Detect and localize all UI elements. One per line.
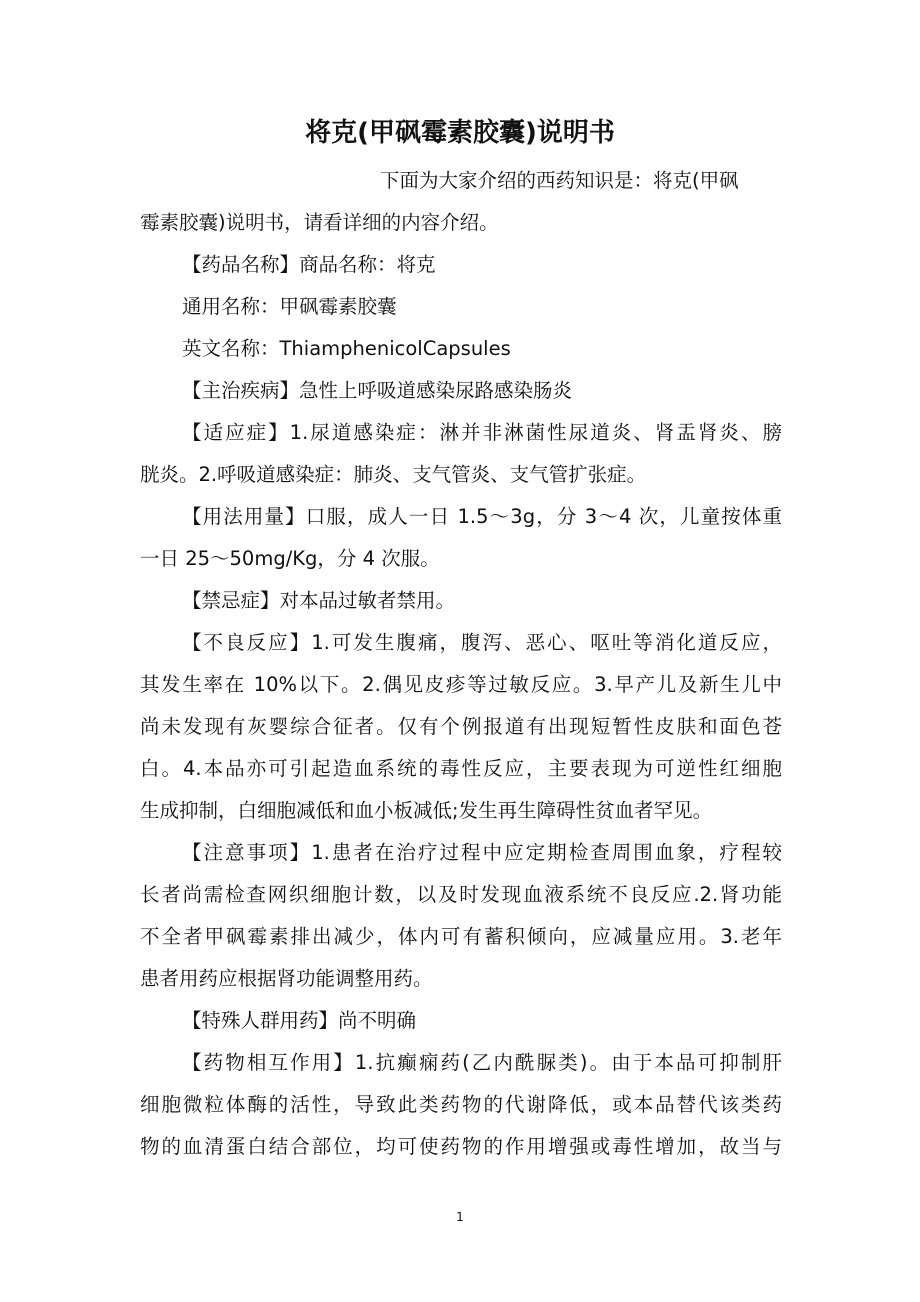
document-body — [140, 165, 782, 1173]
precautions-line: 【注意事项】1.患者在治疗过程中应定期检查周围血象，疗程较 — [182, 841, 782, 864]
document-title: 将克(甲砜霉素胶囊)说明书 — [305, 118, 615, 148]
adverse-reaction-line: 【不良反应】1.可发生腹痛，腹泻、恶心、呕吐等消化道反应， — [182, 631, 782, 654]
precautions-line: 不全者甲砜霉素排出减少，体内可有蓄积倾向，应减量应用。3.老年 — [140, 925, 782, 948]
adverse-reaction-line: 生成抑制，白细胞减低和血小板减低;发生再生障碍性贫血者罕见。 — [140, 799, 713, 822]
indications-line: 【适应症】1.尿道感染症：淋并非淋菌性尿道炎、肾盂肾炎、膀 — [182, 421, 782, 444]
page-number: 1 — [456, 1210, 464, 1224]
intro-line: 霉素胶囊)说明书，请看详细的内容介绍。 — [140, 211, 499, 234]
precautions-line: 长者尚需检查网织细胞计数，以及时发现血液系统不良反应.2.肾功能 — [140, 883, 782, 906]
drug-name-line: 【药品名称】商品名称：将克 — [182, 253, 436, 276]
interactions-line: 物的血清蛋白结合部位，均可使药物的作用增强或毒性增加，故当与 — [140, 1135, 782, 1158]
intro-line: 下面为大家介绍的西药知识是：将克(甲砜 — [380, 169, 739, 192]
indications-line: 胱炎。2.呼吸道感染症：肺炎、支气管炎、支气管扩张症。 — [140, 463, 647, 486]
interactions-line: 【药物相互作用】1.抗癫痫药(乙内酰脲类)。由于本品可抑制肝 — [182, 1051, 782, 1074]
generic-name-line: 通用名称：甲砜霉素胶囊 — [182, 295, 397, 318]
adverse-reaction-line: 白。4.本品亦可引起造血系统的毒性反应，主要表现为可逆性红细胞 — [140, 757, 782, 780]
dosage-line: 一日 25～50mg/Kg，分 4 次服。 — [140, 547, 440, 570]
contraindication-line: 【禁忌症】对本品过敏者禁用。 — [182, 589, 456, 612]
adverse-reaction-line: 其发生率在 10%以下。2.偶见皮疹等过敏反应。3.早产儿及新生儿中 — [140, 673, 782, 696]
interactions-line: 细胞微粒体酶的活性，导致此类药物的代谢降低，或本品替代该类药 — [140, 1093, 782, 1116]
main-indication-line: 【主治疾病】急性上呼吸道感染尿路感染肠炎 — [182, 379, 573, 402]
precautions-line: 患者用药应根据肾功能调整用药。 — [140, 967, 433, 990]
special-population-line: 【特殊人群用药】尚不明确 — [182, 1009, 417, 1032]
adverse-reaction-line: 尚未发现有灰婴综合征者。仅有个例报道有出现短暂性皮肤和面色苍 — [140, 715, 782, 738]
english-name-line: 英文名称：ThiamphenicolCapsules — [182, 337, 511, 360]
dosage-line: 【用法用量】口服，成人一日 1.5～3g，分 3～4 次，儿童按体重 — [182, 505, 782, 528]
